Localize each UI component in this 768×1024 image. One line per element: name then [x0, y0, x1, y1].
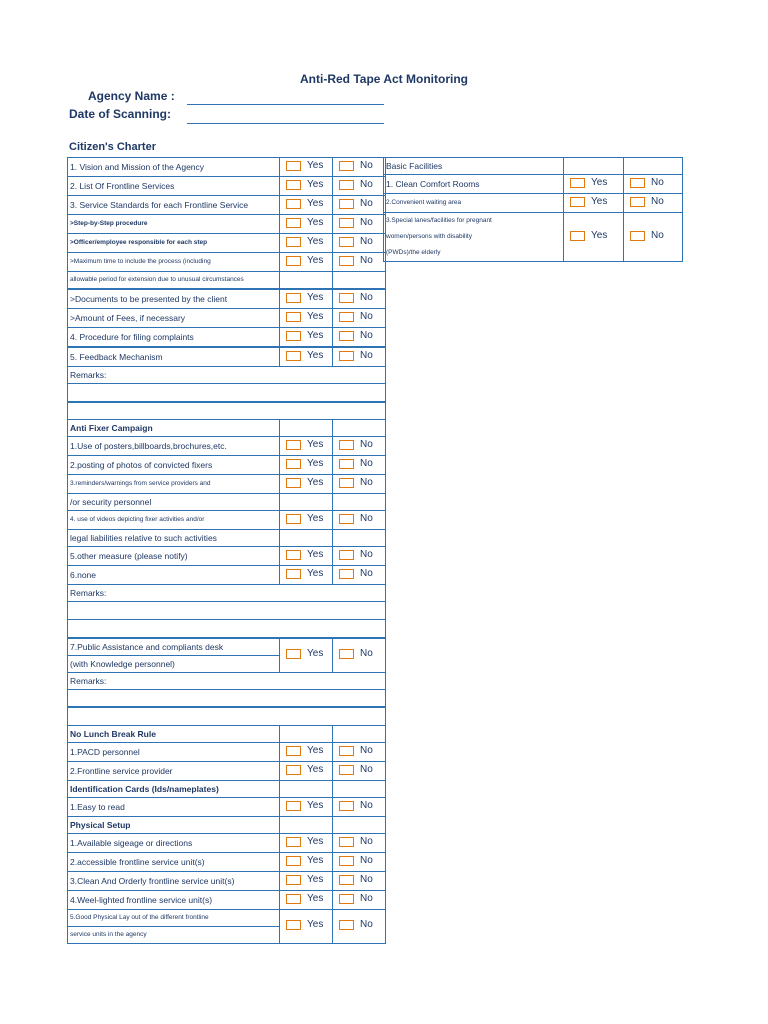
yes-option[interactable]: Yes: [564, 213, 624, 262]
physical-setup-title: Physical Setup: [68, 816, 280, 833]
yes-checkbox[interactable]: [286, 293, 301, 303]
yes-option[interactable]: Yes: [280, 309, 333, 328]
yes-option[interactable]: Yes: [280, 797, 333, 816]
row-label: 5.other measure (please notify): [68, 547, 280, 566]
table-row: [68, 253, 386, 272]
no-option[interactable]: No: [333, 833, 386, 852]
yes-option[interactable]: Yes: [280, 215, 333, 234]
row-label: >Step-by-Step procedure: [68, 215, 280, 234]
remarks-field[interactable]: [68, 620, 386, 638]
row-label: 3.reminders/warnings from service providers and: [68, 475, 280, 494]
no-checkbox[interactable]: [339, 569, 354, 579]
table-row: [68, 890, 386, 909]
no-option[interactable]: No: [333, 909, 386, 943]
no-checkbox[interactable]: [339, 801, 354, 811]
no-option[interactable]: No: [333, 215, 386, 234]
row-label: 1.Use of posters,billboards,brochures,etc.: [68, 437, 280, 456]
basic-facilities-title: Basic Facilities: [384, 158, 564, 175]
row-label: 1.Available sigeage or directions: [68, 833, 280, 852]
table-row: [68, 742, 386, 761]
agency-name-field[interactable]: [187, 104, 384, 105]
no-option[interactable]: No: [624, 213, 683, 262]
no-option[interactable]: No: [624, 194, 683, 213]
table-row: [68, 511, 386, 530]
yes-option[interactable]: Yes: [280, 511, 333, 530]
yes-checkbox[interactable]: [286, 920, 301, 930]
row-label: 1. Clean Comfort Rooms: [384, 175, 564, 194]
no-option[interactable]: No: [333, 196, 386, 215]
yes-checkbox[interactable]: [286, 746, 301, 756]
yes-option[interactable]: Yes: [280, 638, 333, 673]
yes-option[interactable]: Yes: [280, 196, 333, 215]
page-title: Anti-Red Tape Act Monitoring: [300, 72, 468, 86]
no-checkbox[interactable]: [339, 161, 354, 171]
no-checkbox[interactable]: [339, 293, 354, 303]
remarks-field[interactable]: [68, 689, 386, 707]
no-checkbox[interactable]: [339, 331, 354, 341]
no-option[interactable]: No: [333, 328, 386, 348]
row-label: 2.posting of photos of convicted fixers: [68, 456, 280, 475]
table-row: [68, 456, 386, 475]
table-row: [68, 196, 386, 215]
date-of-scanning-field[interactable]: [187, 123, 384, 124]
yes-option[interactable]: Yes: [280, 456, 333, 475]
table-row: [68, 158, 386, 177]
yes-checkbox[interactable]: [570, 231, 585, 241]
row-label: /or security personnel: [68, 494, 280, 511]
yes-option[interactable]: Yes: [280, 437, 333, 456]
no-option[interactable]: No: [333, 347, 386, 367]
row-label: 2. List Of Frontline Services: [68, 177, 280, 196]
remarks-row: [68, 672, 386, 689]
no-option[interactable]: No: [333, 511, 386, 530]
no-option[interactable]: No: [333, 797, 386, 816]
no-option[interactable]: No: [333, 309, 386, 328]
yes-option[interactable]: Yes: [280, 761, 333, 780]
yes-option[interactable]: Yes: [280, 234, 333, 253]
remarks-field[interactable]: [68, 602, 386, 620]
table-row: [68, 871, 386, 890]
no-checkbox[interactable]: [630, 178, 645, 188]
row-label: legal liabilities relative to such activities: [68, 530, 280, 547]
table-row: [68, 234, 386, 253]
yes-checkbox[interactable]: [286, 801, 301, 811]
yes-checkbox[interactable]: [286, 514, 301, 524]
anti-fixer-title: Anti Fixer Campaign: [68, 420, 280, 437]
table-row: [68, 797, 386, 816]
row-label: 2.accessible frontline service unit(s): [68, 852, 280, 871]
yes-checkbox[interactable]: [286, 550, 301, 560]
yes-option[interactable]: Yes: [280, 742, 333, 761]
no-option[interactable]: No: [333, 547, 386, 566]
row-label: (with Knowledge personnel): [68, 655, 280, 672]
row-label: 5.Good Physical Lay out of the different frontline: [68, 909, 280, 926]
yes-option[interactable]: Yes: [280, 871, 333, 890]
basic-facilities-table: [383, 157, 683, 262]
yes-option[interactable]: Yes: [564, 194, 624, 213]
table-row: [68, 547, 386, 566]
table-row: [68, 761, 386, 780]
yes-option[interactable]: Yes: [280, 890, 333, 909]
agency-name-label: Agency Name :: [88, 89, 175, 103]
no-checkbox[interactable]: [339, 765, 354, 775]
yes-option[interactable]: Yes: [280, 833, 333, 852]
no-checkbox[interactable]: [339, 440, 354, 450]
table-row: [68, 215, 386, 234]
remarks-row: [68, 585, 386, 602]
row-label: women/persons with disability: [384, 229, 564, 245]
table-row: [68, 852, 386, 871]
table-row: [68, 909, 386, 926]
section-header-row: [68, 816, 386, 833]
yes-checkbox[interactable]: [286, 351, 301, 361]
yes-option[interactable]: Yes: [280, 852, 333, 871]
yes-option[interactable]: Yes: [280, 547, 333, 566]
no-checkbox[interactable]: [630, 197, 645, 207]
row-label: 3.Special lanes/facilities for pregnant: [384, 213, 564, 230]
row-label: >Amount of Fees, if necessary: [68, 309, 280, 328]
yes-checkbox[interactable]: [286, 856, 301, 866]
no-option[interactable]: No: [333, 890, 386, 909]
table-row: [68, 475, 386, 494]
row-label: service units in the agency: [68, 926, 280, 943]
no-checkbox[interactable]: [339, 312, 354, 322]
table-row: [68, 328, 386, 348]
yes-checkbox[interactable]: [286, 331, 301, 341]
yes-option[interactable]: Yes: [280, 328, 333, 348]
no-option[interactable]: No: [333, 638, 386, 673]
no-option[interactable]: No: [333, 234, 386, 253]
yes-checkbox[interactable]: [286, 440, 301, 450]
no-lunch-title: No Lunch Break Rule: [68, 725, 280, 742]
table-row: [68, 530, 386, 547]
remarks-field[interactable]: [68, 707, 386, 725]
yes-checkbox[interactable]: [286, 569, 301, 579]
table-row: [68, 494, 386, 511]
id-cards-title: Identification Cards (Ids/nameplates): [68, 780, 280, 797]
no-option[interactable]: No: [333, 761, 386, 780]
yes-checkbox[interactable]: [286, 894, 301, 904]
no-checkbox[interactable]: [339, 180, 354, 190]
table-row: [384, 175, 683, 194]
section-header-row: [68, 420, 386, 437]
date-of-scanning-label: Date of Scanning:: [69, 107, 172, 121]
no-checkbox[interactable]: [339, 856, 354, 866]
table-row: [68, 272, 386, 290]
yes-checkbox[interactable]: [286, 837, 301, 847]
yes-checkbox[interactable]: [286, 312, 301, 322]
row-label: 2.Convenient waiting area: [384, 194, 564, 213]
table-row: [384, 213, 683, 230]
no-option[interactable]: No: [333, 742, 386, 761]
no-checkbox[interactable]: [339, 351, 354, 361]
yes-option[interactable]: Yes: [280, 253, 333, 272]
table-row: [68, 347, 386, 367]
yes-checkbox[interactable]: [286, 161, 301, 171]
yes-option[interactable]: Yes: [280, 177, 333, 196]
yes-option[interactable]: Yes: [280, 475, 333, 494]
remarks-field[interactable]: [68, 402, 386, 420]
row-label: 4. use of videos depicting fixer activities and/or: [68, 511, 280, 530]
no-checkbox[interactable]: [339, 875, 354, 885]
yes-option[interactable]: Yes: [280, 566, 333, 585]
no-option[interactable]: No: [333, 852, 386, 871]
table-row: [68, 833, 386, 852]
no-option[interactable]: No: [624, 175, 683, 194]
yes-checkbox[interactable]: [286, 875, 301, 885]
section-header-row: [68, 725, 386, 742]
no-checkbox[interactable]: [339, 478, 354, 488]
remarks-label: Remarks:: [68, 672, 386, 689]
yes-option[interactable]: Yes: [564, 175, 624, 194]
yes-option[interactable]: Yes: [280, 347, 333, 367]
row-label: 2.Frontline service provider: [68, 761, 280, 780]
yes-option[interactable]: Yes: [280, 909, 333, 943]
no-option[interactable]: No: [333, 158, 386, 177]
row-label: >Officer/employee responsible for each step: [68, 234, 280, 253]
row-label: 6.none: [68, 566, 280, 585]
remarks-label: Remarks:: [68, 367, 386, 384]
row-label: 1.Easy to read: [68, 797, 280, 816]
no-option[interactable]: No: [333, 475, 386, 494]
yes-checkbox[interactable]: [286, 765, 301, 775]
yes-checkbox[interactable]: [286, 478, 301, 488]
no-option[interactable]: No: [333, 253, 386, 272]
no-checkbox[interactable]: [339, 237, 354, 247]
yes-option[interactable]: Yes: [280, 158, 333, 177]
row-label: (PWDs)/the elderly: [384, 245, 564, 262]
table-row: [68, 309, 386, 328]
no-checkbox[interactable]: [339, 218, 354, 228]
citizens-charter-title: Citizen's Charter: [69, 141, 156, 153]
table-row: [68, 437, 386, 456]
row-label: 4.Weel-lighted frontline service unit(s): [68, 890, 280, 909]
table-row: [384, 194, 683, 213]
no-checkbox[interactable]: [339, 514, 354, 524]
no-checkbox[interactable]: [339, 459, 354, 469]
no-option[interactable]: No: [333, 437, 386, 456]
yes-checkbox[interactable]: [286, 459, 301, 469]
yes-option[interactable]: Yes: [280, 289, 333, 309]
no-option[interactable]: No: [333, 871, 386, 890]
no-option[interactable]: No: [333, 289, 386, 309]
yes-checkbox[interactable]: [286, 256, 301, 266]
no-checkbox[interactable]: [339, 894, 354, 904]
no-option[interactable]: No: [333, 177, 386, 196]
no-checkbox[interactable]: [339, 920, 354, 930]
yes-checkbox[interactable]: [286, 180, 301, 190]
row-label: >Documents to be presented by the client: [68, 289, 280, 309]
no-option[interactable]: No: [333, 566, 386, 585]
no-checkbox[interactable]: [339, 199, 354, 209]
yes-checkbox[interactable]: [286, 649, 301, 659]
yes-checkbox[interactable]: [570, 178, 585, 188]
yes-checkbox[interactable]: [286, 237, 301, 247]
no-checkbox[interactable]: [339, 256, 354, 266]
no-checkbox[interactable]: [339, 746, 354, 756]
row-label: >Maximum time to include the process (including: [68, 253, 280, 272]
row-label: 4. Procedure for filing complaints: [68, 328, 280, 348]
table-row: [68, 289, 386, 309]
main-checklist-table: [67, 157, 386, 944]
no-checkbox[interactable]: [630, 231, 645, 241]
yes-checkbox[interactable]: [570, 197, 585, 207]
row-label: 1.PACD personnel: [68, 742, 280, 761]
row-label: 5. Feedback Mechanism: [68, 347, 280, 367]
remarks-row: [68, 367, 386, 384]
no-checkbox[interactable]: [339, 649, 354, 659]
row-label: 1. Vision and Mission of the Agency: [68, 158, 280, 177]
table-row: [68, 177, 386, 196]
row-label: 3. Service Standards for each Frontline Service: [68, 196, 280, 215]
row-label: allowable period for extension due to unusual circumstances: [68, 272, 280, 290]
table-row: [68, 566, 386, 585]
yes-checkbox[interactable]: [286, 199, 301, 209]
no-checkbox[interactable]: [339, 550, 354, 560]
remarks-field[interactable]: [68, 384, 386, 402]
section-header-row: [384, 158, 683, 175]
table-row: [68, 638, 386, 656]
section-header-row: [68, 780, 386, 797]
yes-checkbox[interactable]: [286, 218, 301, 228]
row-label: 3.Clean And Orderly frontline service unit(s): [68, 871, 280, 890]
remarks-label: Remarks:: [68, 585, 386, 602]
row-label: 7.Public Assistance and compliants desk: [68, 638, 280, 656]
no-checkbox[interactable]: [339, 837, 354, 847]
no-option[interactable]: No: [333, 456, 386, 475]
